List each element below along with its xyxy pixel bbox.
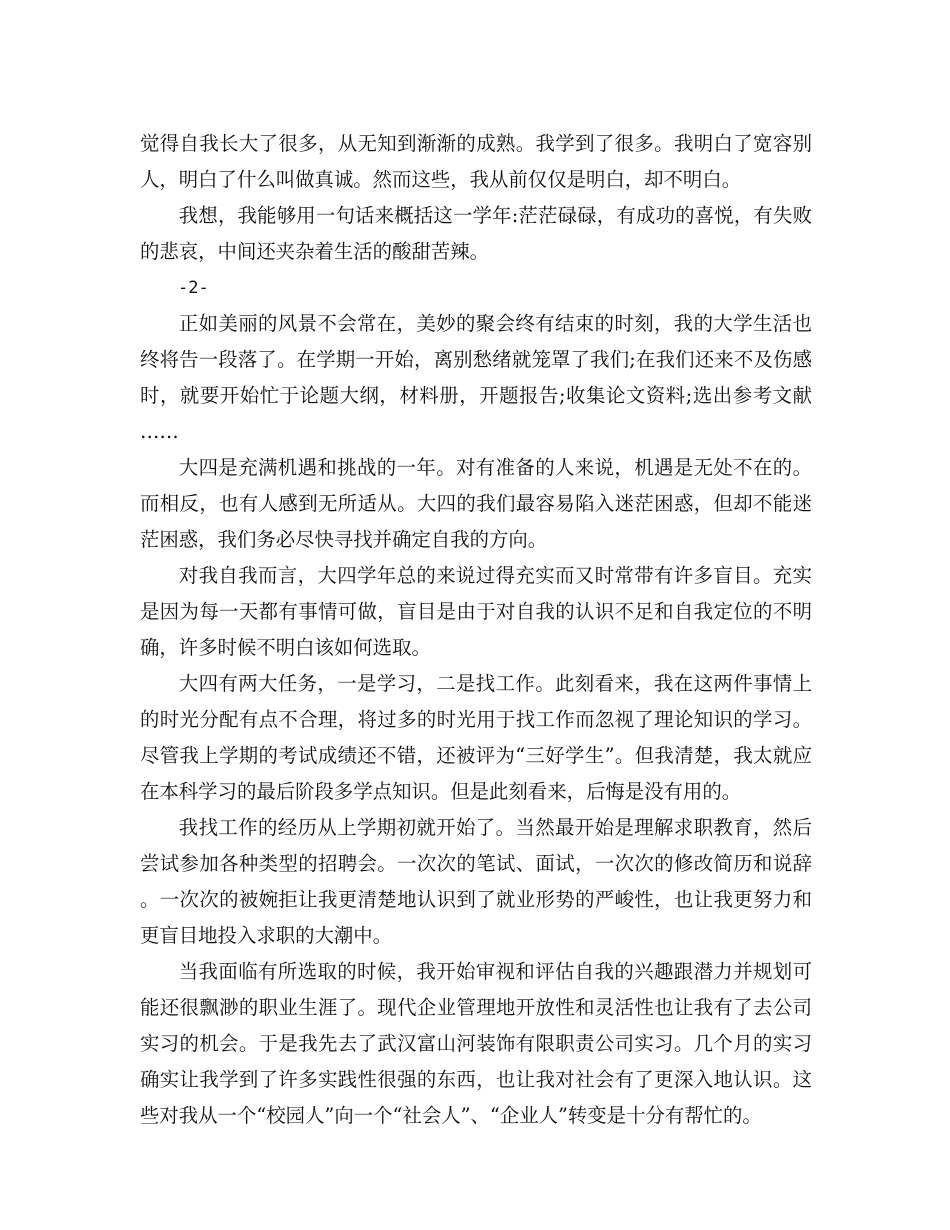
paragraph: 当我面临有所选取的时候，我开始审视和评估自我的兴趣跟潜力并规划可能还很飘渺的职业生涯了。现代企业管理地开放性和灵活性也让我有了去公司实习的机会。于是我先去了武汉富山河装饰有限职责公司实习。几个月的实习确实让我学到了许多实践性很强的东西，也让我对社会有了更深入地认识。这些对我从一个“校园人”向一个“社会人”、“企业人”转变是十分有帮忙的。 bbox=[140, 960, 812, 1127]
paragraph: 大四有两大任务，一是学习，二是找工作。此刻看来，我在这两件事情上的时光分配有点不合理，将过多的时光用于找工作而忽视了理论知识的学习。尽管我上学期的考试成绩还不错，还被评为“三好学生”。但我清楚，我太就应在本科学习的最后阶段多学点知识。但是此刻看来，后悔是没有用的。 bbox=[140, 672, 812, 803]
paragraph: 我找工作的经历从上学期初就开始了。当然最开始是理解求职教育，然后尝试参加各种类型的招聘会。一次次的笔试、面试，一次次的修改简历和说辞。一次次的被婉拒让我更清楚地认识到了就业形势的严峻性，也让我更努力和更盲目地投入求职的大潮中。 bbox=[140, 816, 812, 947]
paragraph-continuation: 觉得自我长大了很多，从无知到渐渐的成熟。我学到了很多。我明白了宽容别人，明白了什么叫做真诚。然而这些，我从前仅仅是明白，却不明白。 bbox=[140, 132, 812, 191]
page-number: -2- bbox=[178, 278, 209, 298]
paragraph: 我想，我能够用一句话来概括这一学年:茫茫碌碌，有成功的喜悦，有失败的悲哀，中间还夹杂着生活的酸甜苦辣。 bbox=[140, 204, 812, 263]
paragraph: 对我自我而言，大四学年总的来说过得充实而又时常带有许多盲目。充实是因为每一天都有事情可做，盲目是由于对自我的认识不足和自我定位的不明确，许多时候不明白该如何选取。 bbox=[140, 564, 812, 659]
document-body bbox=[140, 126, 812, 1134]
paragraph: 正如美丽的风景不会常在，美妙的聚会终有结束的时刻，我的大学生活也终将告一段落了。在学期一开始，离别愁绪就笼罩了我们;在我们还来不及伤感时，就要开始忙于论题大纲，材料册，开题报告;收集论文资料;选出参考文献…… bbox=[140, 312, 812, 443]
paragraph: 大四是充满机遇和挑战的一年。对有准备的人来说，机遇是无处不在的。而相反，也有人感到无所适从。大四的我们最容易陷入迷茫困惑，但却不能迷茫困惑，我们务必尽快寻找并确定自我的方向。 bbox=[140, 456, 812, 551]
